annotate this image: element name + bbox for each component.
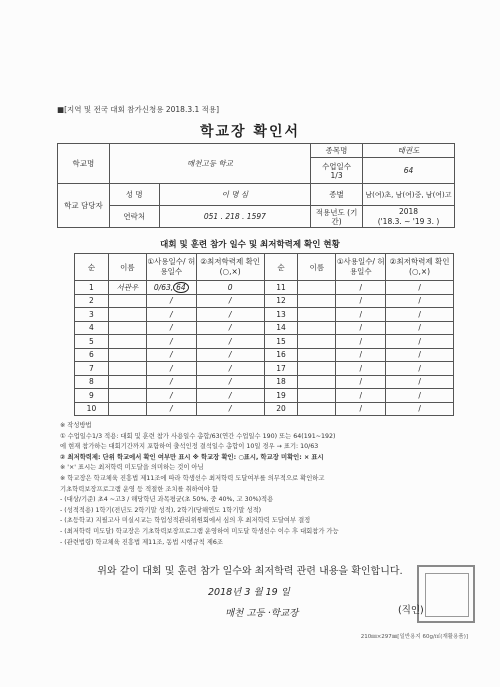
contact-value: 051 . 218 . 1597: [159, 206, 310, 228]
row-usage-circled: 64: [173, 282, 189, 293]
days-label: [311, 158, 363, 184]
row-name: [108, 389, 146, 403]
table-row: [75, 308, 454, 322]
contact-label: 연락처: [109, 206, 159, 228]
row-no: 2: [75, 294, 109, 308]
row-check-right: /: [386, 294, 454, 308]
note-line: - (최저학력 미도달) 학교장은 기초학력보장프로그램 운영하여 미도달 학생선수 이수 후 대회참가 가능: [60, 527, 339, 535]
row-check-right: /: [386, 321, 454, 335]
row-no-right: 12: [264, 294, 298, 308]
note-line: ② 최저학력제: 단위 학교에서 확인 여부만 표시 ※ 학교장 확인: ○표시, 학교장 미확인: × 표시: [60, 453, 324, 461]
header-check: ②최저학력제 확인(○,×): [196, 254, 264, 281]
row-no-right: 11: [264, 281, 298, 295]
row-usage-value: /: [170, 296, 173, 306]
name-label: 성 명: [109, 184, 159, 206]
official-seal-stamp: [417, 565, 475, 623]
row-check: /: [196, 321, 264, 335]
row-name-right: [298, 321, 336, 335]
row-usage: [146, 308, 196, 322]
row-no: 3: [75, 308, 109, 322]
note-line: - (초등학교) 지필고사 미실시교는 학업성적관리위원회에서 심의 후 최저학력 도달여부 결정: [60, 517, 311, 525]
category-value: 남(여)초, 남(여)중, 남(여)고: [362, 184, 454, 206]
row-no-right: 20: [264, 402, 298, 416]
days-value: 64: [362, 158, 454, 184]
school-value: 매천고등 학교: [109, 144, 310, 184]
row-usage-value: /: [170, 404, 173, 414]
row-name: [108, 335, 146, 349]
row-usage: [146, 362, 196, 376]
principal-signature: 매천 고등 ·학교장: [225, 608, 299, 619]
note-line: ※ '×' 표시는 최저학력 미도달을 의미하는 것이 아님: [60, 464, 204, 472]
note-line: - (성적적용) 1학기(전년도 2학기말 성적), 2학기(당해연도 1학기말 성적): [60, 506, 262, 514]
row-name: [108, 294, 146, 308]
category-label: 종별: [311, 184, 363, 206]
table-row: [75, 321, 454, 335]
days-label-text: 수업일수: [322, 161, 352, 171]
row-no-right: 14: [264, 321, 298, 335]
row-check: /: [196, 375, 264, 389]
row-check: 0: [196, 281, 264, 295]
document-title: 학교장 확인서: [199, 124, 301, 140]
row-usage-right: /: [336, 335, 386, 349]
header-no-right: 순: [264, 254, 298, 281]
row-usage: [146, 402, 196, 416]
row-check: /: [196, 308, 264, 322]
row-name: [108, 348, 146, 362]
year-cell: [362, 206, 454, 228]
table-row: [75, 294, 454, 308]
row-name: [108, 402, 146, 416]
row-name-right: [298, 402, 336, 416]
row-name-right: [298, 389, 336, 403]
note-line: ① 수업일수1/3 적용: 대회 및 훈련 참가 사용일수 총합/63(연간 수업일수 190) 또는 64(191~192): [60, 432, 336, 440]
row-check-right: /: [386, 362, 454, 376]
row-name-right: [298, 375, 336, 389]
row-check: /: [196, 389, 264, 403]
row-name-right: [298, 362, 336, 376]
table-header-row: [75, 254, 454, 281]
header-usage-right: ①사용일수/ 허용일수: [336, 254, 386, 281]
info-table: [57, 143, 455, 228]
note-line: - (대상/기준) 초4 ~고3 / 해당학년 과목평균(초 50%, 중 40%, 고 30%)적용: [60, 496, 274, 504]
header-name: 이름: [108, 254, 146, 281]
row-usage-value: /: [170, 336, 173, 346]
row-usage: [146, 389, 196, 403]
table-row: [75, 335, 454, 349]
seal-label: (직인): [398, 605, 424, 616]
row-name: [108, 308, 146, 322]
notes-block: [60, 421, 470, 548]
note-line: 기초학력보장프로그램 운영 등 적절한 조치를 취하여야 함: [60, 485, 218, 493]
row-usage: [146, 321, 196, 335]
header-note: ■[지역 및 전국 대회 참가신청용 2018.3.1 적용]: [57, 105, 220, 114]
row-no: 7: [75, 362, 109, 376]
participation-table: [74, 253, 454, 416]
table-row: [75, 348, 454, 362]
row-usage-right: /: [336, 321, 386, 335]
row-usage-value: 0/63,: [153, 282, 174, 292]
row-name-right: [298, 294, 336, 308]
row-usage-value: /: [170, 390, 173, 400]
note-line: - (관련법령) 학교체육 진흥법 제11조, 동법 시행규칙 제6조: [60, 538, 223, 546]
teacher-label: 학교 담당자: [58, 184, 110, 228]
row-no-right: 13: [264, 308, 298, 322]
row-no-right: 15: [264, 335, 298, 349]
row-no: 5: [75, 335, 109, 349]
row-usage-value: /: [170, 377, 173, 387]
row-check-right: /: [386, 308, 454, 322]
row-check-right: /: [386, 375, 454, 389]
row-no-right: 19: [264, 389, 298, 403]
year-value: 2018: [398, 206, 419, 216]
table-row: [75, 362, 454, 376]
row-usage-right: /: [336, 348, 386, 362]
row-usage-right: /: [336, 281, 386, 295]
note-line: ※ 작성방법: [60, 422, 92, 429]
note-line: 에 현재 참가하는 대회기간까지 포함하여 출석인정 결석일수 총합이 10일 경우 → 표기: 10/63: [60, 443, 319, 451]
row-usage-value: /: [170, 323, 173, 333]
row-name-right: [298, 308, 336, 322]
row-no: 1: [75, 281, 109, 295]
school-label: 학교명: [58, 144, 110, 184]
row-no-right: 16: [264, 348, 298, 362]
row-name: [108, 375, 146, 389]
row-check: /: [196, 362, 264, 376]
row-usage-right: /: [336, 402, 386, 416]
days-fraction: 1/3: [330, 170, 343, 180]
row-usage-right: /: [336, 308, 386, 322]
row-usage-right: /: [336, 375, 386, 389]
name-value: 이 명 심: [159, 184, 310, 206]
row-usage-value: /: [170, 350, 173, 360]
row-usage-right: /: [336, 389, 386, 403]
section-title: 대회 및 훈련 참가 일수 및 최저학력제 확인 현황: [160, 240, 340, 250]
row-no: 4: [75, 321, 109, 335]
row-check-right: /: [386, 335, 454, 349]
row-no-right: 18: [264, 375, 298, 389]
row-no: 9: [75, 389, 109, 403]
row-check-right: /: [386, 389, 454, 403]
table-row: [75, 402, 454, 416]
table-row: [75, 375, 454, 389]
row-name: [108, 362, 146, 376]
row-usage: [146, 335, 196, 349]
row-name-right: [298, 281, 336, 295]
header-check-right: ②최저학력제 확인(○,×): [386, 254, 454, 281]
row-name-right: [298, 348, 336, 362]
row-check: /: [196, 294, 264, 308]
row-name: [108, 321, 146, 335]
row-usage-right: /: [336, 294, 386, 308]
paper-spec-footer: 210㎜×297㎜[일반용지 60g/㎡(재활용품)]: [360, 634, 468, 640]
row-check-right: /: [386, 348, 454, 362]
row-usage: [146, 281, 196, 295]
period-value: ('18.3. ~ '19 3. ): [377, 216, 440, 226]
row-check-right: /: [386, 402, 454, 416]
header-name-right: 이름: [298, 254, 336, 281]
row-usage-value: /: [170, 363, 173, 373]
row-no: 8: [75, 375, 109, 389]
row-usage-value: /: [170, 309, 173, 319]
row-usage: [146, 348, 196, 362]
row-check: /: [196, 335, 264, 349]
row-usage: [146, 375, 196, 389]
sport-label: 종목명: [311, 144, 363, 158]
row-check-right: /: [386, 281, 454, 295]
row-name: 서관우: [108, 281, 146, 295]
year-label: 적용년도 (기간): [311, 206, 363, 228]
row-usage-right: /: [336, 362, 386, 376]
sport-value: 태권도: [362, 144, 454, 158]
row-check: /: [196, 348, 264, 362]
confirmation-statement: 위와 같이 대회 및 훈련 참가 일수와 최저학력 관련 내용을 확인합니다.: [97, 566, 403, 577]
row-name-right: [298, 335, 336, 349]
row-no-right: 17: [264, 362, 298, 376]
note-line: ※ 학교장은 학교체육 진흥법 제11조에 따라 학생선수 최저학력 도달여부를 의무적으로 확인하고: [60, 474, 325, 482]
issue-date: 2018년 3 월 19 일: [208, 587, 290, 598]
header-usage: ①사용일수/ 허용일수: [146, 254, 196, 281]
row-no: 6: [75, 348, 109, 362]
header-no: 순: [75, 254, 109, 281]
row-check: /: [196, 402, 264, 416]
row-no: 10: [75, 402, 109, 416]
table-row: [75, 389, 454, 403]
table-row: [75, 281, 454, 295]
row-usage: [146, 294, 196, 308]
